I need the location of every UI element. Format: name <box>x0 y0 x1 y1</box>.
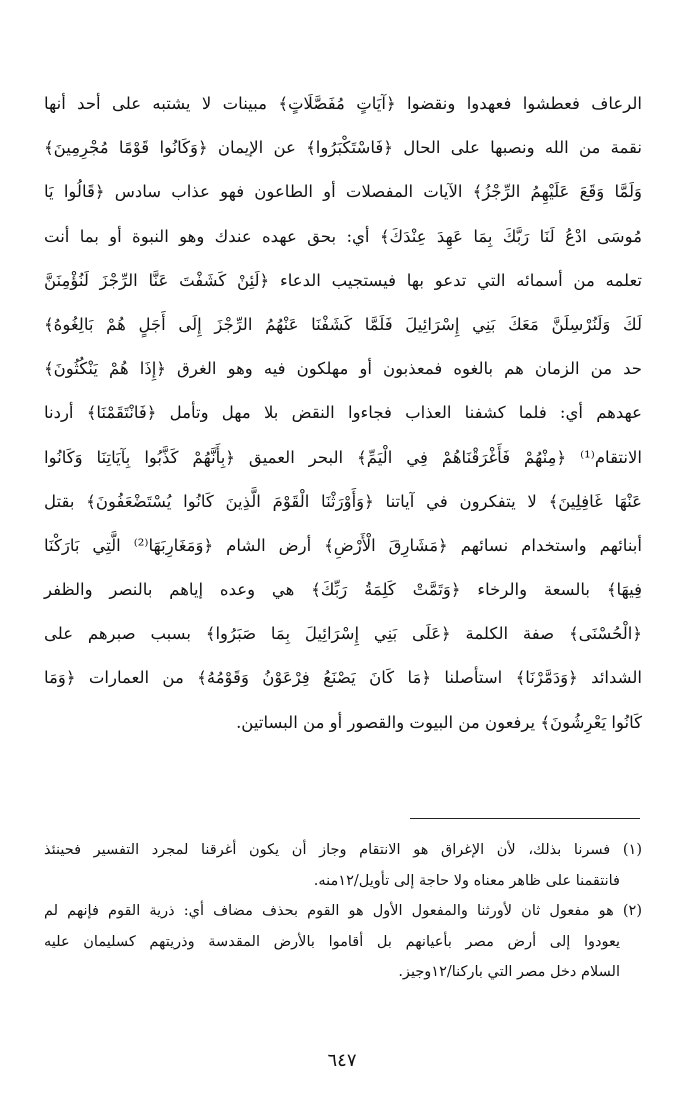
text-line: حد من الزمان هم بالغوه فمعذبون أو مهلكون فيه وهو الغرق ﴿إِذَا هُمْ يَنْكُثُونَ﴾ <box>44 359 642 379</box>
text-line: أبنائهم واستخدام نسائهم ﴿مَشَارِقَ الْأَرْضِ﴾ أرض الشام ﴿وَمَغَارِبَهَا⁽²⁾ الَّتِي بَارَكْنَا <box>44 535 642 555</box>
text-line: ﴿الْحُسْنَى﴾ صفة الكلمة ﴿عَلَى بَنِي إِسْرَائِيلَ بِمَا صَبَرُوا﴾ بسبب صبرهم على <box>44 624 642 644</box>
text-line: تعلمه من أسمائه التي تدعو بها فيستجيب الدعاء ﴿لَئِنْ كَشَفْتَ عَنَّا الرِّجْزَ لَنُؤْمِنَنَّ <box>44 270 642 290</box>
text-line: نقمة من الله ونصبها على الحال ﴿فَاسْتَكْبَرُوا﴾ عن الإيمان ﴿وَكَانُوا قَوْمًا مُجْرِمِينَ﴾ <box>44 138 642 158</box>
footnote-line: فانتقمنا على ظاهر معناه ولا حاجة إلى تأويل/١٢منه. <box>313 872 620 889</box>
text-line: كَانُوا يَعْرِشُونَ﴾ يرفعون من البيوت والقصور أو من البساتين. <box>236 712 642 732</box>
text-line: عهدهم أي: فلما كشفنا العذاب فجاءوا النقض بلا مهل وتأمل ﴿فَانْتَقَمْنَا﴾ أردنا <box>44 403 642 423</box>
text-line: الشدائد ﴿وَدَمَّرْنَا﴾ استأصلنا ﴿مَا كَانَ يَصْنَعُ فِرْعَوْنُ وَقَوْمُهُ﴾ من العمارات ﴿وَمَا <box>44 668 642 688</box>
footnote-line: (٢) هو مفعول ثان لأورثنا والمفعول الأول هو القوم بحذف مضاف أي: ذرية القوم فإنهم لم <box>44 903 642 919</box>
footnote-line: (١) فسرنا بذلك، لأن الإغراق هو الانتقام وجاز أن يكون أغرقنا لمجرد التفسير فحينئذ <box>44 842 642 858</box>
text-line: وَلَمَّا وَقَعَ عَلَيْهِمُ الرِّجْزُ﴾ الآيات المفصلات أو الطاعون فهو عذاب سادس ﴿قَالُوا يَا <box>44 182 642 202</box>
text-line: فِيهَا﴾ بالسعة والرخاء ﴿وَتَمَّتْ كَلِمَةُ رَبِّكَ﴾ هي وعده إياهم بالنصر والظفر <box>44 580 642 600</box>
footnote-line: السلام دخل مصر التي باركنا/١٢وجيز. <box>398 964 620 980</box>
text-line: الانتقام⁽¹⁾ ﴿مِنْهُمْ فَأَغْرَقْنَاهُمْ فِي الْيَمِّ﴾ البحر العميق ﴿بِأَنَّهُمْ كَذَّبُوا بِآيَاتِنَا وَكَانُوا <box>44 447 642 467</box>
footnote-divider <box>410 818 640 819</box>
footnote-line: يعودوا إلى أرض مصر بأعيانهم بل أقاموا بالأرض المقدسة وذريتهم كسليمان عليه <box>44 933 620 950</box>
footnotes <box>44 835 642 988</box>
text-line: عَنْهَا غَافِلِينَ﴾ لا يتفكرون في آياتنا ﴿وَأَوْرَثْنَا الْقَوْمَ الَّذِينَ كَانُوا يُسْتَضْعَفُونَ﴾ بقتل <box>44 491 642 511</box>
main-text <box>44 82 642 745</box>
page-number: ٦٤٧ <box>327 1050 357 1071</box>
text-line: لَكَ وَلَنُرْسِلَنَّ مَعَكَ بَنِي إِسْرَائِيلَ فَلَمَّا كَشَفْنَا عَنْهُمُ الرِّجْزَ إِلَى أَجَلٍ هُمْ بَالِغُوهُ﴾ <box>44 314 642 334</box>
text-line: الرعاف فعطشوا فعهدوا ونقضوا ﴿آيَاتٍ مُفَصَّلَاتٍ﴾ مبينات لا يشتبه على أحد أنها <box>44 94 642 113</box>
text-line: مُوسَى ادْعُ لَنَا رَبَّكَ بِمَا عَهِدَ عِنْدَكَ﴾ أي: بحق عهده عندك وهو النبوة أو بما أنت <box>44 226 642 246</box>
